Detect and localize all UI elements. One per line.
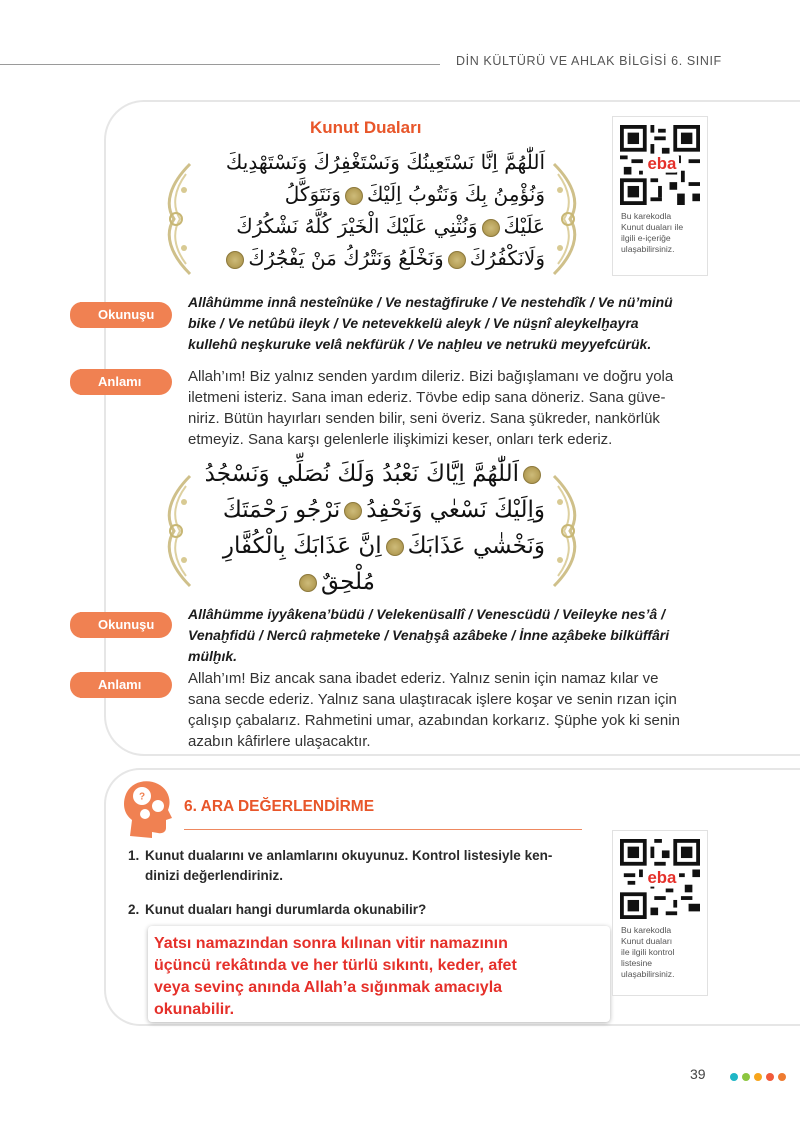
qr-caption-line: Kunut duaları [621,936,673,946]
arabic-phrase: وَاِلَيْكَ نَسْعٰي وَنَحْفِدُ [366,497,545,523]
qr-caption-line: Bu karekodla [621,211,672,221]
verse-stop-icon [226,251,244,269]
prayer-1-arabic [205,146,545,274]
arabic-phrase: عَلَيْكَ [503,214,545,238]
qr-caption-line: ile ilgili kontrol [621,947,675,957]
okunus-line: bike / Ve netûbü ileyk / Ve netevekkelü aleyk / Ve nüs̱nî aleykelḫayra [188,315,639,331]
qr-logo: eba [647,154,677,174]
evaluation-rule [184,829,582,830]
page-dots [730,1068,790,1086]
qr-code-icon[interactable] [620,125,700,205]
verse-stop-icon [345,187,363,205]
okunus-tag [80,612,172,638]
arabic-phrase: وَنَخْلَعُ وَنَتْرُكُ مَنْ يَفْجُرُكَ [248,246,444,270]
arabic-line [205,178,545,210]
okunus-text [188,292,673,355]
question-head-icon [118,776,174,842]
qr-caption-line: ulaşabilirsiniz. [621,244,675,254]
qr-caption [613,925,707,988]
okunus-tag [80,302,172,328]
anlam-line: azabın kâfirlere ulaşacaktır. [188,733,371,750]
arabic-line [205,564,545,600]
dot [778,1073,786,1081]
arabic-line [205,242,545,274]
qr-caption-line: listesine [621,958,653,968]
dot [742,1073,750,1081]
svg-text:?: ? [138,791,146,803]
qr-caption-line: Bu karekodla [621,925,672,935]
qr-code-card[interactable] [612,116,708,276]
header-rule [0,64,440,65]
arabic-line [205,492,545,528]
qr-caption-line: ilgili e-içeriğe [621,233,671,243]
question-text: Kunut duaları hangi durumlarda okunabilir? [145,902,427,917]
arabic-phrase: مُلْحِقٌ [321,569,375,595]
qr-caption-line: Kunut duaları ile [621,222,684,232]
answer-line: Yatsı namazından sonra kılınan vitir namazının [154,935,508,952]
anlam-line: sana secde ederiz. Yalnız sana ulaştıracak işlere koşar ve senin rızan için [188,691,677,708]
qr-caption [613,211,707,263]
anlam-tag [80,672,172,698]
okunus-line: kullehû neşkuruke velâ nekfürük / Ve naḫleu ve netrukü meyyefcürük. [188,336,652,352]
arabesque-ornament-icon [550,472,584,590]
question-text: dinizi değerlendiriniz. [145,868,284,883]
okunus-text [188,604,669,667]
prayer-2-arabic [205,456,545,600]
verse-stop-icon [523,466,541,484]
anlam-line: Allah’ım! Biz yalnız senden yardım dileriz. Bizi bağışlamanı ve doğru yola [188,368,674,385]
arabic-phrase: وَنُثْنِي عَلَيْكَ الْخَيْرَ كُلَّهُ نَشْكُرُكَ [236,214,478,238]
arabesque-ornament-icon [550,160,584,278]
arabic-phrase: اِنَّ عَذَابَكَ بِالْكُفَّارِ [222,533,382,559]
anlam-text [188,668,680,752]
qr-logo: eba [647,868,677,888]
question-number: 2. [128,902,140,917]
arabic-line [205,528,545,564]
arabesque-ornament-icon [160,472,194,590]
dot [754,1073,762,1081]
qr-code-icon[interactable] [620,839,700,919]
dot [730,1073,738,1081]
okunus-label: Okunuşu [98,307,155,322]
page-number: 39 [690,1066,706,1082]
anlam-line: iletmeni isteriz. Sana iman ederiz. Tövbe edip sana döneriz. Sana güve- [188,389,666,406]
qr-caption-line: ulaşabilirsiniz. [621,969,675,979]
question-1 [128,846,588,886]
verse-stop-icon [299,574,317,592]
arabic-line: اَللّٰهُمَّ اِنَّا نَسْتَعِينُكَ وَنَسْتَغْفِرُكَ وَنَسْتَهْدِيكَ [225,150,545,174]
arabic-line [205,456,545,492]
question-line [128,846,588,866]
arabic-phrase: وَنَخْشٰي عَذَابَكَ [407,533,545,559]
arabic-phrase: نَرْجُو رَحْمَتَكَ [222,497,341,523]
arabic-phrase: وَلَانَكْفُرُكَ [469,246,545,270]
question-text: Kunut dualarını ve anlamlarını okuyunuz. Kontrol listesiyle ken- [145,848,553,863]
okunus-line: Allâhümme iyyâkena’büdü / Velekenüsallî / Venescüdü / Veileyke nes’â / [188,606,665,622]
okunus-label: Okunuşu [98,617,155,632]
arabic-phrase: وَنُؤْمِنُ بِكَ وَنَتُوبُ اِلَيْكَ [367,182,545,206]
question-2 [128,900,588,920]
section-title: Kunut Duaları [310,118,422,137]
answer-line: üçüncü rekâtında ve her türlü sıkıntı, keder, afet [154,957,517,974]
verse-stop-icon [386,538,404,556]
anlam-tag [80,369,172,395]
header-title: DİN KÜLTÜRÜ VE AHLAK BİLGİSİ 6. SINIF [456,54,722,68]
arabesque-ornament-icon [160,160,194,278]
answer-text[interactable] [154,933,604,1021]
dot [766,1073,774,1081]
anlam-label: Anlamı [98,677,142,692]
anlam-line: etmeyiz. Sana karşı gelenlerle ilişkimizi keser, onları terk ederiz. [188,431,613,448]
arabic-line [205,210,545,242]
okunus-line: mülḫık. [188,648,238,664]
qr-code-card[interactable] [612,830,708,996]
evaluation-title: 6. ARA DEĞERLENDİRME [184,798,375,815]
verse-stop-icon [344,502,362,520]
arabic-phrase: اَللّٰهُمَّ اِيَّاكَ نَعْبُدُ وَلَكَ نُصَلِّي وَنَسْجُدُ [204,461,519,487]
answer-line: okunabilir. [154,1001,235,1018]
question-line [128,900,588,920]
anlam-line: niriz. Bütün hayırları senden bilir, seni överiz. Sana şükreder, nankörlük [188,410,660,427]
anlam-line: çalışıp çabalarız. Rahmetini umar, azabından korkarız. Şüphe yok ki senin [188,712,680,729]
anlam-text [188,366,673,450]
question-number: 1. [128,848,140,863]
anlam-label: Anlamı [98,374,142,389]
okunus-line: Allâhümme innâ nesteînüke / Ve nestağfiruke / Ve nestehdîk / Ve nü’minü [188,294,673,310]
arabic-phrase: وَنَتَوَكَّلُ [284,182,342,206]
verse-stop-icon [448,251,466,269]
anlam-line: Allah’ım! Biz ancak sana ibadet ederiz. Yalnız senin için namaz kılar ve [188,670,659,687]
okunus-line: Venaḫfidü / Nercû raḥmeteke / Venaḫşâ azâbeke / İnne az̧âbeke bilküffâri [188,627,670,643]
verse-stop-icon [482,219,500,237]
answer-line: veya sevinç anında Allah’a sığınmak amacıyla [154,979,503,996]
